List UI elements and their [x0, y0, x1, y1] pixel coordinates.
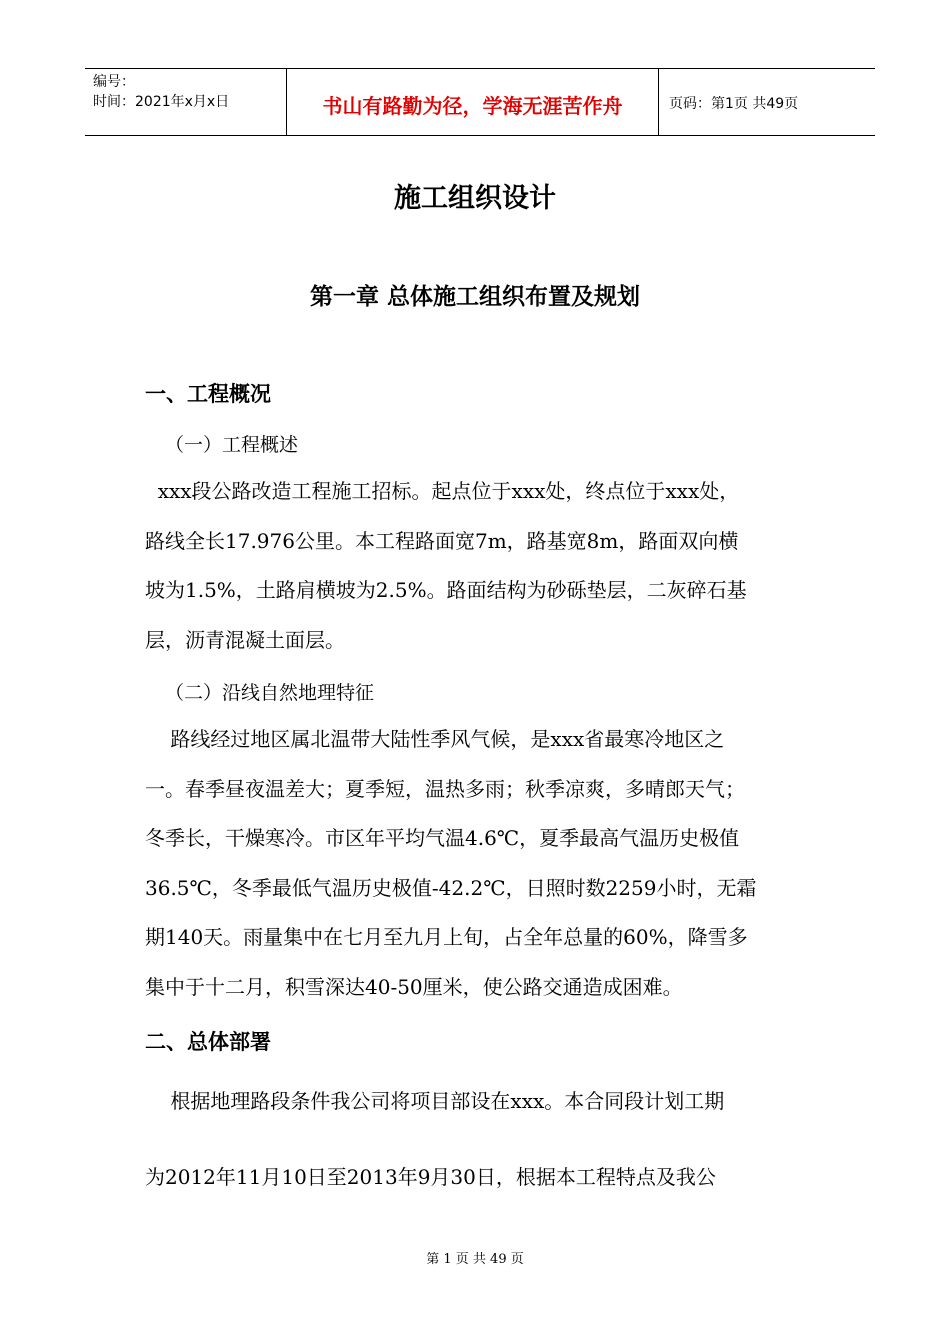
time-label: 时间：2021年x月x日	[93, 94, 230, 110]
paragraph-line: 层，沥青混凝土面层。	[145, 627, 345, 652]
section-heading-1: 一、工程概况	[145, 382, 271, 406]
paragraph-line: 36.5℃，冬季最低气温历史极值-42.2℃，日照时数2259小时，无霜	[145, 875, 757, 900]
paragraph-line: 为2012年11月10日至2013年9月30日，根据本工程特点及我公	[145, 1165, 716, 1189]
chapter-heading: 第一章 总体施工组织布置及规划	[309, 283, 640, 310]
paragraph-line: 冬季长，干燥寒冷。市区年平均气温4.6℃，夏季最高气温历史极值	[145, 826, 740, 850]
header-table	[85, 68, 875, 136]
paragraph-line: 期140天。雨量集中在七月至九月上旬，占全年总量的60%，降雪多	[145, 925, 748, 949]
section-heading-2: 二、总体部署	[145, 1030, 271, 1054]
number-label: 编号：	[93, 74, 135, 90]
paragraph-overview	[145, 467, 825, 665]
paragraph-line: 根据地理路段条件我公司将项目部设在xxx。本合同段计划工期	[145, 1089, 725, 1113]
paragraph-line: 坡为1.5%，土路肩横坡为2.5%。路面结构为砂砾垫层，二灰碎石基	[145, 578, 747, 602]
page-footer: 第 1 页 共 49 页	[426, 1252, 524, 1267]
header-page-info: 页码：第1页 共49页	[669, 96, 799, 112]
paragraph-line: 路线经过地区属北温带大陆性季风气候，是xxx省最寒冷地区之	[145, 727, 725, 751]
paragraph-line: 集中于十二月，积雪深达40-50厘米，使公路交通造成困难。	[145, 974, 683, 999]
paragraph-line: 一。春季昼夜温差大；夏季短，温热多雨；秋季凉爽，多晴郎天气；	[145, 776, 745, 801]
paragraph-line: 路线全长17.976公里。本工程路面宽7m，路基宽8m，路面双向横	[145, 528, 739, 553]
paragraph-geography	[145, 715, 825, 1012]
paragraph-line: xxx段公路改造工程施工招标。起点位于xxx处，终点位于xxx处，	[145, 479, 740, 503]
document-title: 施工组织设计	[394, 183, 556, 214]
header-left-cell	[85, 69, 286, 135]
subsection-heading-1: （一）工程概述	[165, 434, 299, 456]
subsection-heading-2: （二）沿线自然地理特征	[165, 682, 375, 704]
paragraph-deployment	[145, 1063, 825, 1215]
motto: 书山有路勤为径，学海无涯苦作舟	[286, 69, 659, 135]
